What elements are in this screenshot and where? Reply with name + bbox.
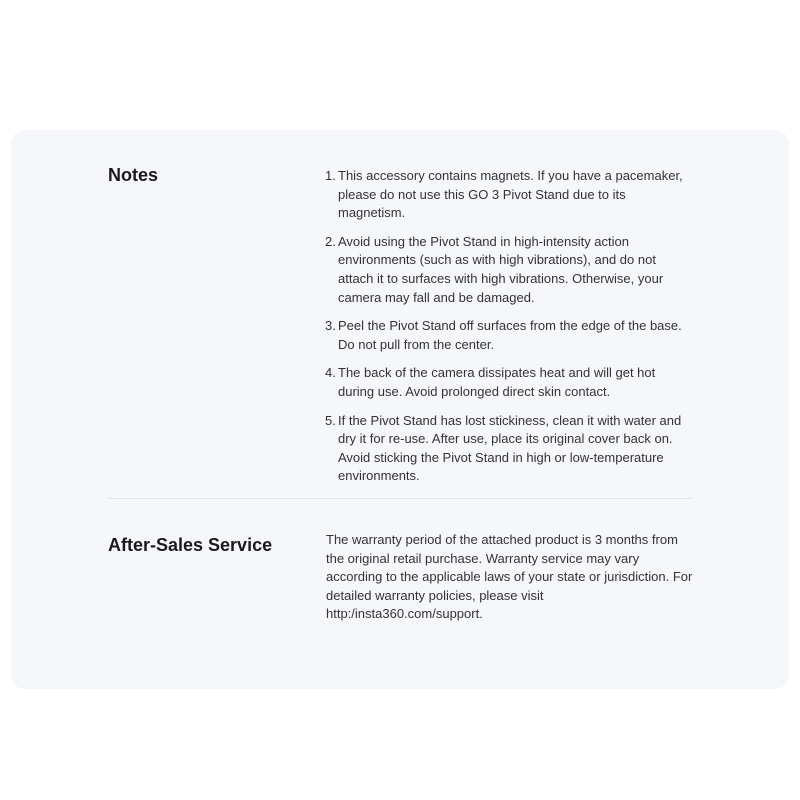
notes-item-number: 1. <box>325 168 336 183</box>
notes-item-text: The back of the camera dissipates heat and will get hot during use. Avoid prolonged direct skin contact. <box>338 365 656 399</box>
info-card <box>11 130 789 689</box>
notes-item-text: Peel the Pivot Stand off surfaces from the edge of the base. Do not pull from the center. <box>338 318 682 352</box>
notes-list <box>325 167 692 496</box>
notes-item <box>325 233 692 307</box>
after-sales-text: The warranty period of the attached product is 3 months from the original retail purchase. Warranty service may vary according to the applicable laws of your state or jurisdiction. For detailed warranty policies, please visit http:/insta360.com/support. <box>326 532 693 622</box>
notes-heading: Notes <box>108 165 159 185</box>
notes-item-number: 2. <box>325 233 336 249</box>
after-sales-heading: After-Sales Service <box>108 535 273 555</box>
notes-item-text: If the Pivot Stand has lost stickiness, clean it with water and dry it for re-use. After use, place its original cover back on. Avoid sticking the Pivot Stand in high or low-temperature environments. <box>338 412 682 484</box>
notes-item-number: 4. <box>325 365 336 381</box>
notes-item <box>325 317 692 354</box>
notes-item-text: This accessory contains magnets. If you have a pacemaker, please do not use this GO 3 Pivot Stand due to its magnetism. <box>338 168 683 221</box>
notes-item-text: Avoid using the Pivot Stand in high-intensity action environments (such as with high vibrations), and do not attach it to surfaces with high vibrations. Otherwise, your camera may fall and be damaged. <box>338 233 664 305</box>
notes-item <box>325 412 692 486</box>
notes-item-number: 3. <box>325 318 336 334</box>
section-divider <box>108 498 692 499</box>
notes-item <box>325 364 692 401</box>
notes-item <box>325 167 692 223</box>
notes-item-number: 5. <box>325 412 336 428</box>
